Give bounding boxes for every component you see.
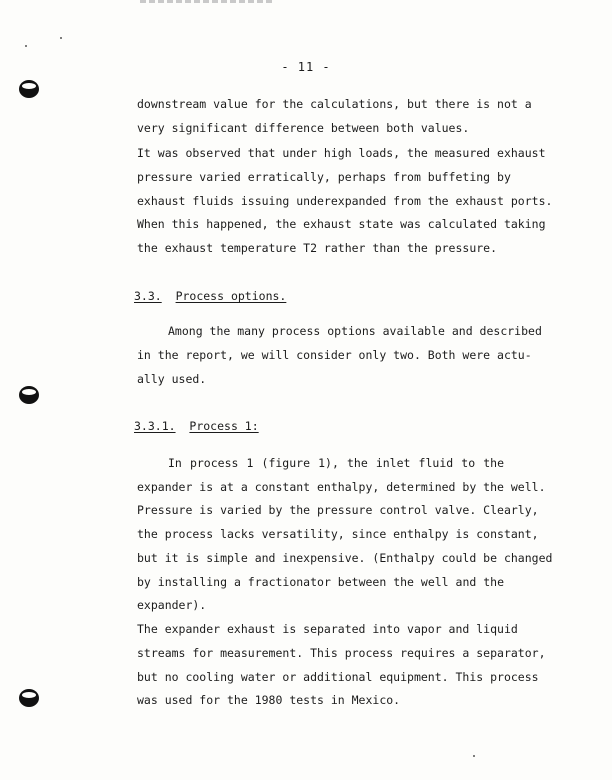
text-line: ally used. bbox=[137, 372, 207, 386]
text-line: expander). bbox=[137, 598, 207, 612]
text-line: When this happened, the exhaust state was calculated taking bbox=[137, 217, 546, 231]
section-heading-3-3-1 bbox=[134, 419, 259, 433]
text-line: the exhaust temperature T2 rather than the pressure. bbox=[137, 241, 498, 255]
text-line: in the report, we will consider only two. Both were actu- bbox=[137, 348, 532, 362]
scan-speck bbox=[60, 37, 62, 39]
text-line: exhaust fluids issuing underexpanded from the exhaust ports. bbox=[137, 194, 553, 208]
text-line: by installing a fractionator between the well and the bbox=[137, 575, 504, 589]
binder-hole-top bbox=[19, 80, 39, 98]
text-line: streams for measurement. This process requires a separator, bbox=[137, 646, 546, 660]
text-line: pressure varied erratically, perhaps from buffeting by bbox=[137, 170, 511, 184]
text-line: Among the many process options available and described bbox=[168, 324, 542, 338]
scan-artifact bbox=[140, 0, 275, 3]
section-number: 3.3.1. bbox=[134, 419, 176, 433]
page-number: - 11 - bbox=[281, 60, 331, 74]
text-line: downstream value for the calculations, but there is not a bbox=[137, 97, 532, 111]
text-line: but no cooling water or additional equipment. This process bbox=[137, 670, 539, 684]
text-line: but it is simple and inexpensive. (Enthalpy could be changed bbox=[137, 551, 553, 565]
scan-speck bbox=[25, 45, 27, 47]
text-line: very significant difference between both values. bbox=[137, 121, 470, 135]
section-title: Process options. bbox=[175, 289, 287, 303]
text-line: Pressure is varied by the pressure control valve. Clearly, bbox=[137, 503, 539, 517]
text-line: expander is at a constant enthalpy, determined by the well. bbox=[137, 480, 546, 494]
text-line: It was observed that under high loads, the measured exhaust bbox=[137, 146, 546, 160]
scan-speck bbox=[473, 755, 475, 757]
text-line: the process lacks versatility, since enthalpy is constant, bbox=[137, 527, 539, 541]
binder-hole-middle bbox=[19, 386, 39, 404]
section-title: Process 1: bbox=[189, 419, 259, 433]
text-line: The expander exhaust is separated into vapor and liquid bbox=[137, 622, 518, 636]
section-number: 3.3. bbox=[134, 289, 162, 303]
text-line: was used for the 1980 tests in Mexico. bbox=[137, 693, 401, 707]
binder-hole-bottom bbox=[19, 689, 39, 707]
section-heading-3-3 bbox=[134, 289, 286, 303]
text-line: In process 1 (figure 1), the inlet fluid to the bbox=[168, 456, 504, 470]
